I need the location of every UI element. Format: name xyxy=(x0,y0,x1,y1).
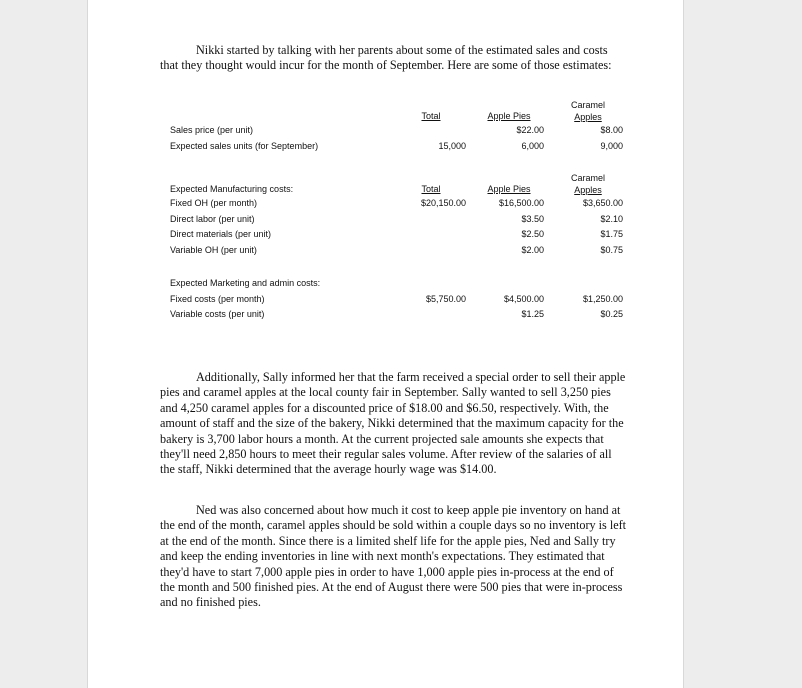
marketing-table xyxy=(170,276,623,323)
sales-table xyxy=(170,99,623,154)
marketing-title: Expected Marketing and admin costs: xyxy=(170,278,321,288)
manufacturing-table-header xyxy=(170,172,623,196)
marketing-title-row xyxy=(170,276,623,292)
table-row: Variable costs (per unit) $1.25 $0.25 xyxy=(170,309,623,319)
paragraph-special-order: Additionally, Sally informed her that the farm received a special order to sell their apple pies and caramel apples at the local county fair in September. Sally wanted to sell 3,250 pies and 4,250 caramel apples for a discounted price of $18.00 and $6.50, respectively. With, the amount of staff and the size of the bakery, Nikki determined that the maximum capacity for the bakery is 3,700 labor hours a month. At the current projected sale amounts she expects that they'll need 2,850 hours to meet their regular sales volume. After review of the salaries of all the staff, Nikki determined that the average hourly wage was $14.00. xyxy=(160,370,626,477)
header-caramel-apples: Caramel Apples xyxy=(570,100,605,122)
header-caramel-apples: Caramel Apples xyxy=(570,173,605,195)
header-total: Total xyxy=(421,111,441,121)
header-total: Total xyxy=(421,184,441,194)
header-apple-pies: Apple Pies xyxy=(487,184,531,194)
table-row: Fixed costs (per month) $5,750.00 $4,500.00 $1,250.00 xyxy=(170,293,623,304)
manufacturing-table xyxy=(170,172,623,258)
table-row: Direct materials (per unit) $2.50 $1.75 xyxy=(170,229,623,239)
paragraph-inventory: Ned was also concerned about how much it cost to keep apple pie inventory on hand at the end of the month, caramel apples should be sold within a couple days so no inventory is left at the end of the month. Since there is a limited shelf life for the apple pies, Ned and Sally try and keep the ending inventories in line with next month's expectations. They estimated that they'd have to start 7,000 apple pies in order to have 1,000 apple pies in-process at the end of the month and 500 finished pies. At the end of August there were 500 pies that were in-process and no finished pies. xyxy=(160,503,627,610)
table-row: Expected sales units (for September) 15,000 6,000 9,000 xyxy=(170,140,623,151)
table-row: Fixed OH (per month) $20,150.00 $16,500.00 $3,650.00 xyxy=(170,198,623,208)
table-row: Sales price (per unit) $22.00 $8.00 xyxy=(170,125,623,135)
table-row: Variable OH (per unit) $2.00 $0.75 xyxy=(170,244,623,255)
sales-table-header xyxy=(170,99,623,123)
document-page xyxy=(87,0,684,688)
manufacturing-title: Expected Manufacturing costs: xyxy=(170,184,294,194)
intro-paragraph: Nikki started by talking with her parents about some of the estimated sales and costs that they thought would incur for the month of September. Here are some of those estimates: xyxy=(160,43,612,73)
header-apple-pies: Apple Pies xyxy=(487,111,531,121)
table-row: Direct labor (per unit) $3.50 $2.10 xyxy=(170,213,623,224)
